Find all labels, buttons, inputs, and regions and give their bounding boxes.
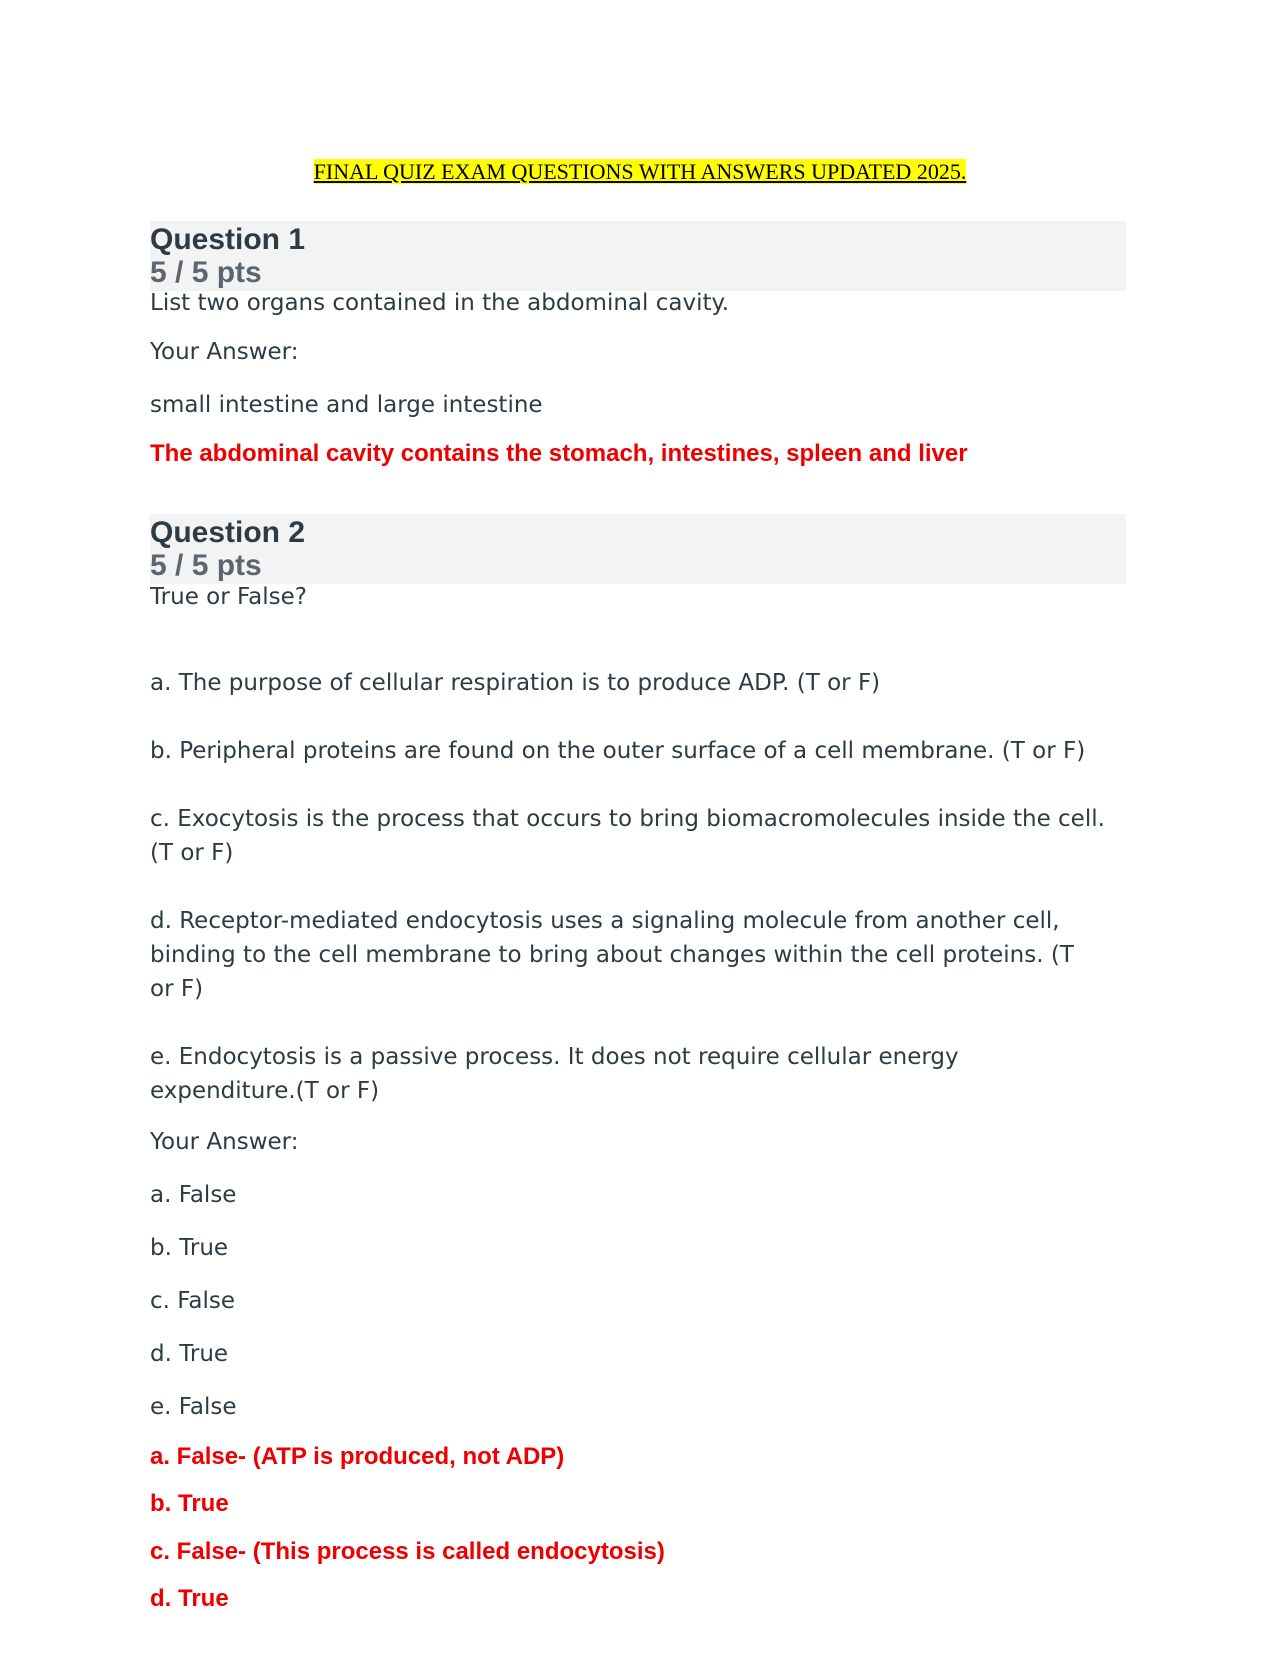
question-2-your-answer-label: Your Answer:: [150, 1129, 299, 1155]
question-2-item-d-line-1: d. Receptor-mediated endocytosis uses a signaling molecule from another cell,: [150, 908, 1060, 934]
question-2-header: [150, 514, 1126, 584]
question-2-answer-b: b. True: [150, 1235, 229, 1261]
question-1-points: 5 / 5 pts: [150, 256, 262, 289]
question-2-points: 5 / 5 pts: [150, 549, 262, 582]
question-2-item-c-line-2: (T or F): [150, 840, 234, 866]
question-2-answer-c: c. False: [150, 1288, 236, 1314]
question-2-item-d-line-3: or F): [150, 976, 204, 1002]
document-title: FINAL QUIZ EXAM QUESTIONS WITH ANSWERS UPDATED 2025.: [313, 159, 967, 184]
question-2-correct-b: b. True: [150, 1490, 229, 1517]
question-2-correct-a: a. False- (ATP is produced, not ADP): [150, 1443, 565, 1470]
question-2-item-b: b. Peripheral proteins are found on the outer surface of a cell membrane. (T or F): [150, 738, 1086, 764]
question-2-item-c-line-1: c. Exocytosis is the process that occurs to bring biomacromolecules inside the cell.: [150, 806, 1105, 832]
question-1-correct-answer: The abdominal cavity contains the stomach, intestines, spleen and liver: [150, 440, 968, 467]
question-2-answer-e: e. False: [150, 1394, 237, 1420]
question-2-item-a: a. The purpose of cellular respiration is to produce ADP. (T or F): [150, 670, 881, 696]
question-2-correct-d: d. True: [150, 1585, 229, 1612]
question-2-title: Question 2: [150, 516, 306, 549]
question-1-your-answer-label: Your Answer:: [150, 339, 299, 365]
question-2-answer-a: a. False: [150, 1182, 237, 1208]
question-1-prompt: List two organs contained in the abdominal cavity.: [150, 290, 730, 316]
question-1-header: [150, 221, 1126, 291]
question-1-title: Question 1: [150, 223, 306, 256]
question-1-answer: small intestine and large intestine: [150, 392, 543, 418]
question-2-prompt: True or False?: [150, 584, 307, 610]
question-2-answer-d: d. True: [150, 1341, 229, 1367]
question-2-correct-c: c. False- (This process is called endocytosis): [150, 1538, 665, 1565]
question-2-item-e-line-2: expenditure.(T or F): [150, 1078, 380, 1104]
question-2-item-d-line-2: binding to the cell membrane to bring about changes within the cell proteins. (T: [150, 942, 1074, 968]
question-2-item-e-line-1: e. Endocytosis is a passive process. It does not require cellular energy: [150, 1044, 959, 1070]
